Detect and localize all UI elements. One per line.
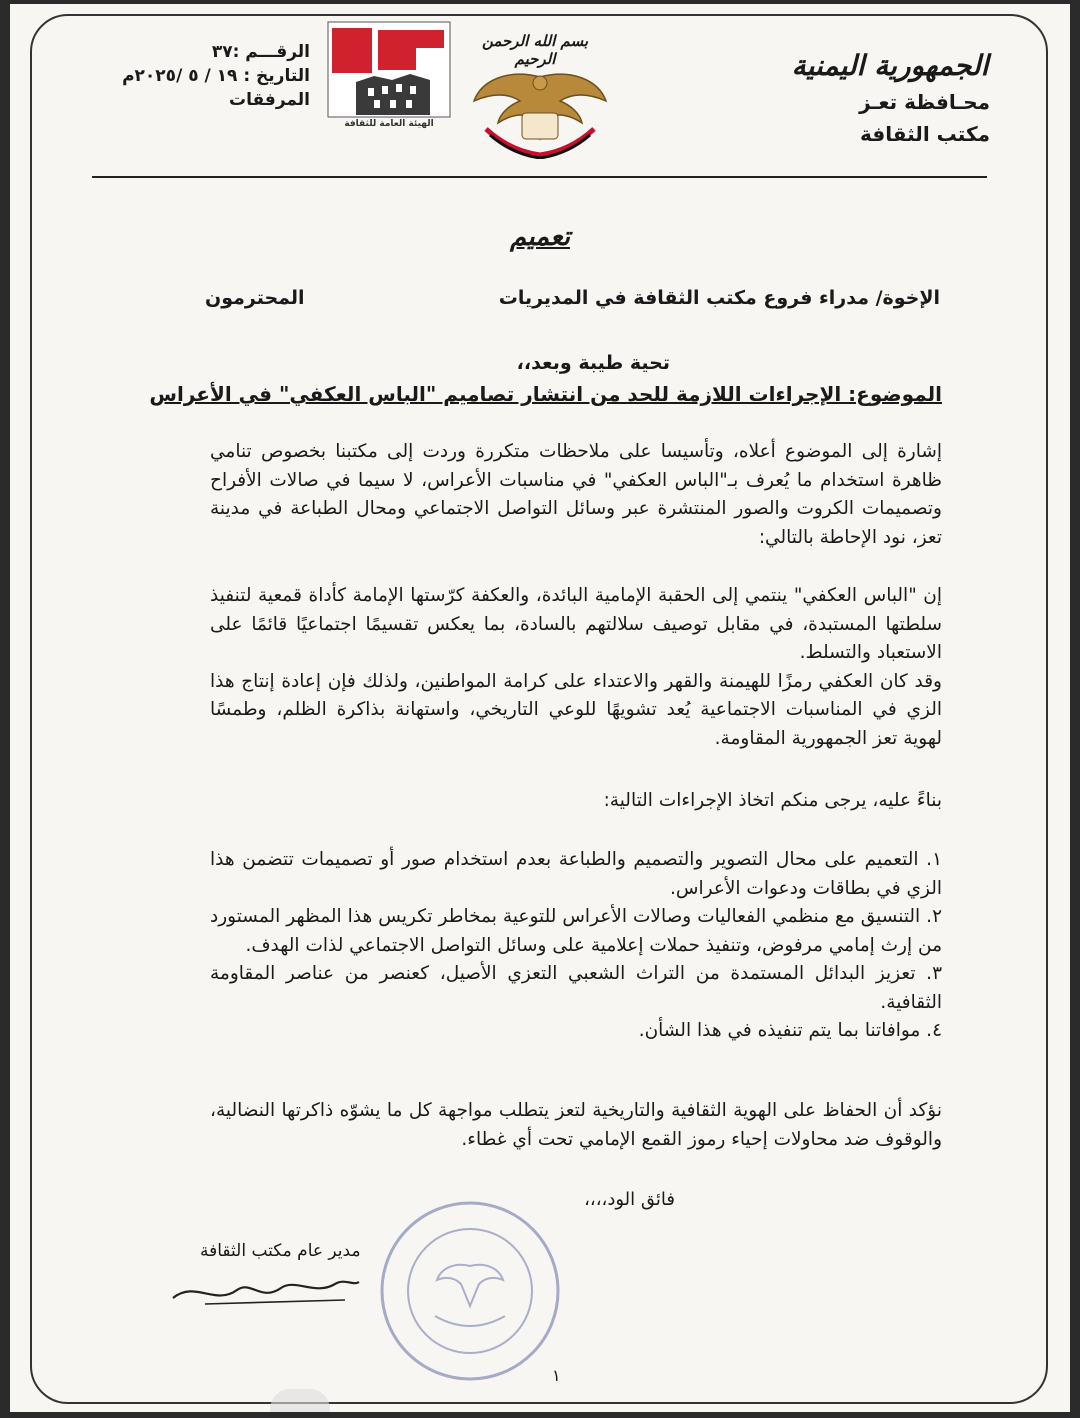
background-paragraph — [210, 582, 942, 753]
background-paragraph-b: وقد كان العكفي رمزًا للهيمنة والقهر والاعتداء على كرامة المواطنين، ولذلك فإن إعادة إنتاج هذا الزي في المناسبات الاجتماعية يُعد تشويهًا للوعي التاريخي، واستهانة بذاكرة الظلم، وطمسًا لهوية تعز الجمهورية المقاومة. — [210, 670, 942, 749]
logo-caption: الهيئة العامة للثقافة — [344, 119, 434, 129]
closing-salutation: فائق الود،،،، — [584, 1189, 675, 1210]
reference-number: الرقـــم :٣٧ — [211, 42, 310, 62]
header-divider — [92, 176, 987, 178]
addressee: الإخوة/ مدراء فروع مكتب الثقافة في المديريات — [498, 287, 940, 309]
document-title: تعميم — [510, 222, 570, 252]
scan-artifact — [270, 1389, 330, 1412]
culture-authority-logo-icon — [326, 20, 452, 135]
list-item: ٣. تعزيز البدائل المستمدة من التراث الشعبي التعزي الأصيل، كعنصر من عناصر المقاومة الثقافية. — [210, 963, 942, 1013]
background-paragraph-a: إن "الباس العكفي" ينتمي إلى الحقبة الإمامية البائدة، والعكفة كرّستها الإمامة كأداة قمعية لتنفيذ سلطتها المستبدة، في مقابل توصيف سلالتهم بالسادة، بما يعكس تقسيمًا اجتماعيًا قائمًا على الاستعباد والتسلط. — [210, 585, 942, 663]
intro-paragraph: إشارة إلى الموضوع أعلاه، وتأسيسا على ملاحظات متكررة وردت إلى مكتبنا بخصوص تنامي ظاهرة استخدام ما يُعرف بـ"الباس العكفي" في مناسبات الأعراس، لا سيما في صالات الأفراح وتصميمات الكروت والصور المنتشرة عبر وسائل التواصل الاجتماعي ومحال الطباعة في مدينة تعز، نود الإحاطة بالتالي: — [210, 441, 942, 548]
addressee-suffix: المحترمون — [205, 287, 305, 309]
handwritten-signature-icon — [165, 1266, 365, 1316]
list-item: ١. التعميم على محال التصوير والتصميم والطباعة بعدم استخدام صور أو تصميمات تتضمن هذا الزي في بطاقات ودعوات الأعراس. — [210, 849, 942, 899]
action-items-list — [210, 846, 942, 1046]
basmala: بسم الله الرحمن الرحيم — [481, 32, 589, 68]
document-page — [10, 4, 1070, 1412]
greeting: تحية طيبة وبعد،، — [516, 352, 670, 374]
national-emblem-icon — [470, 59, 610, 159]
list-item: ٤. موافاتنا بما يتم تنفيذه في هذا الشأن. — [638, 1020, 942, 1041]
office-name: مكتب الثقافة — [860, 122, 990, 146]
attachments-label: المرفقات — [228, 90, 310, 110]
subject-line: الموضوع: الإجراءات اللازمة للحد من انتشار تصاميم "الباس العكفي" في الأعراس — [149, 382, 942, 406]
reference-block — [70, 40, 310, 112]
official-stamp-icon — [375, 1196, 565, 1386]
page-number: ١ — [552, 1366, 561, 1385]
republic-name: الجمهورية اليمنية — [791, 49, 989, 82]
list-item: ٢. التنسيق مع منظمي الفعاليات وصالات الأعراس للتوعية بمخاطر تكريس هذا المظهر المستورد من إرث إمامي مرفوض، وتنفيذ حملات إعلامية على وسائل التواصل الاجتماعي لذات الهدف. — [210, 906, 942, 956]
reference-date: التاريخ : ١٩ / ٥ /٢٠٢٥م — [122, 66, 310, 86]
conclusion-paragraph: نؤكد أن الحفاظ على الهوية الثقافية والتاريخية لتعز يتطلب مواجهة كل ما يشوّه ذاكرتها النضالية، والوقوف ضد محاولات إحياء رموز القمع الإمامي تحت أي غطاء. — [210, 1100, 942, 1150]
governorate-name: محـافظة تعـز — [859, 90, 990, 114]
request-paragraph: بناءً عليه، يرجى منكم اتخاذ الإجراءات التالية: — [603, 790, 942, 811]
signatory-title: مدير عام مكتب الثقافة — [200, 1241, 361, 1261]
letterhead-right — [780, 49, 1000, 146]
